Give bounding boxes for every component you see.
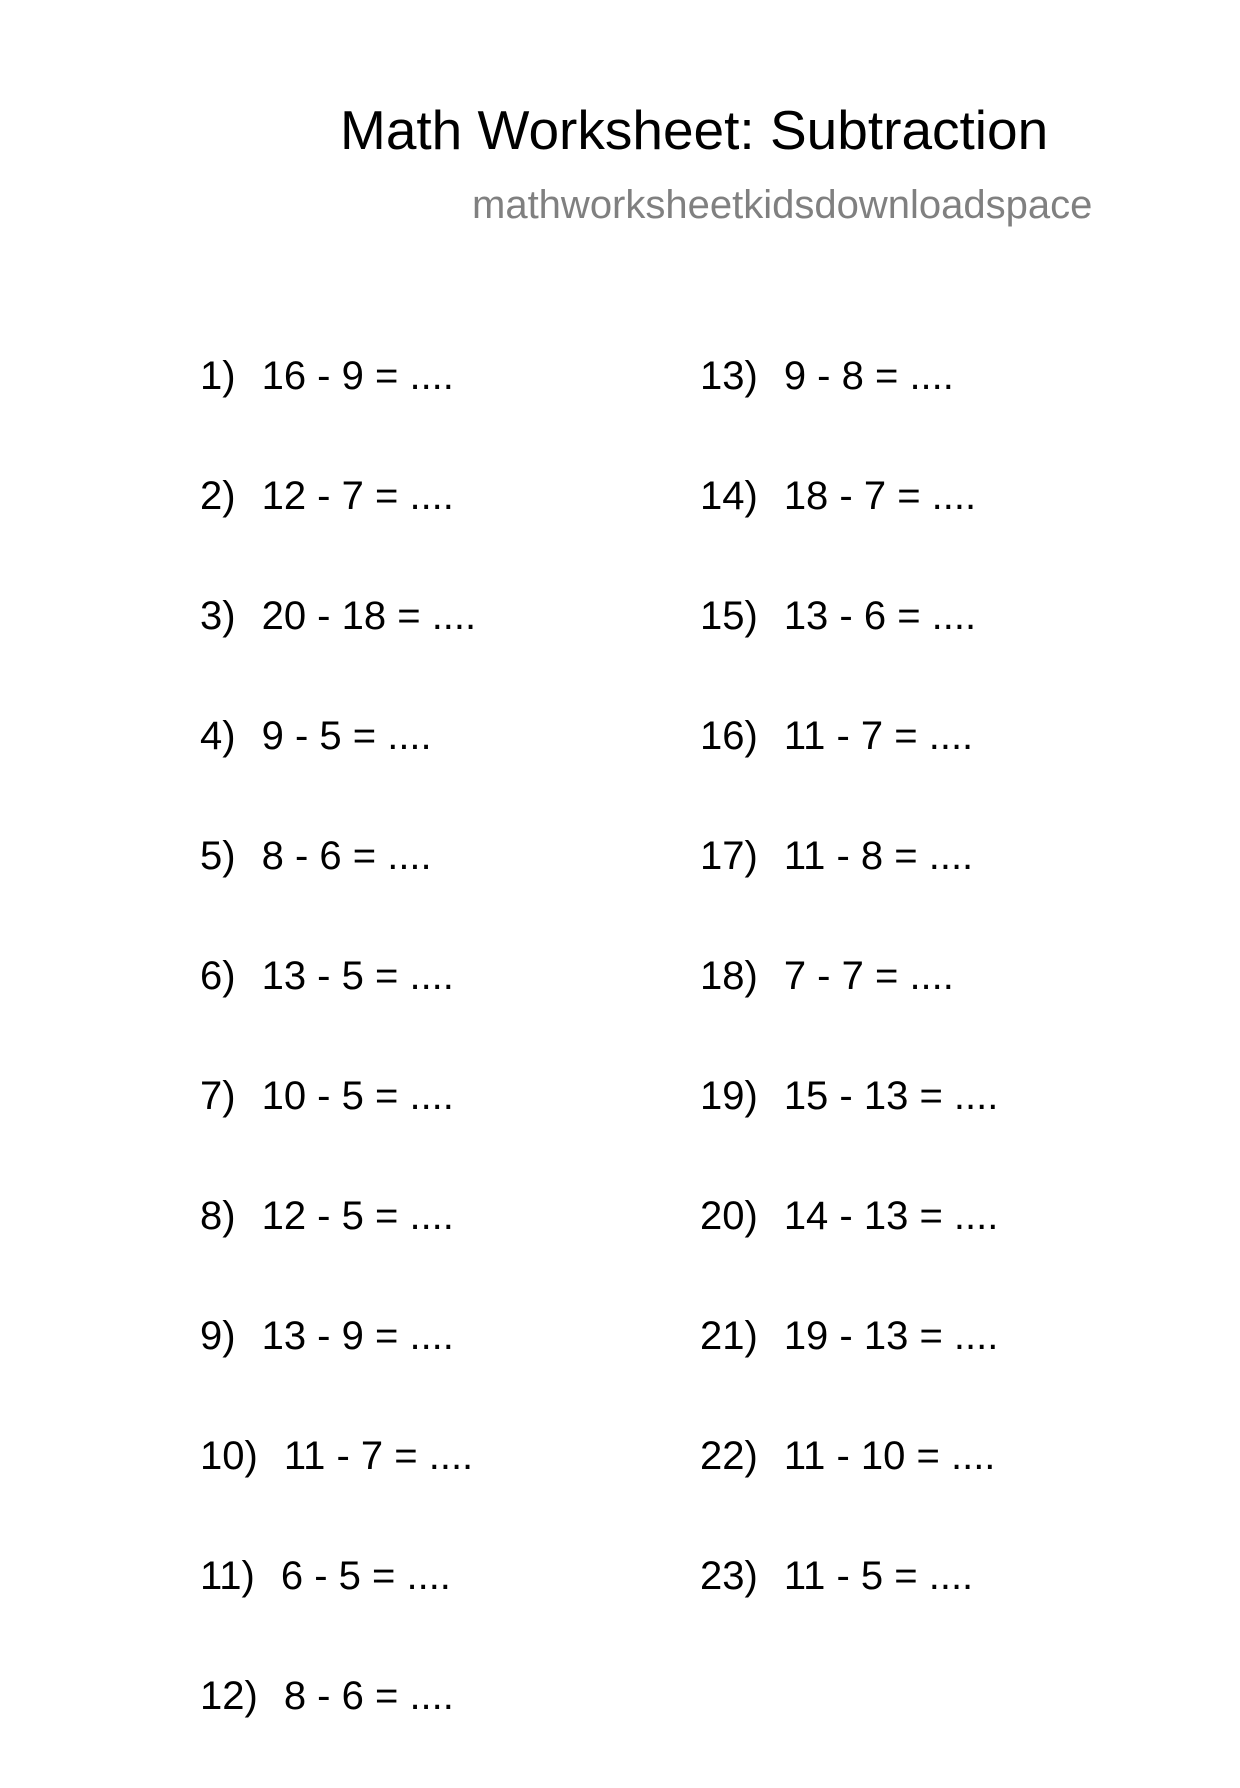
problem-item — [200, 828, 476, 948]
problem-number: 18) — [700, 954, 758, 998]
problem-item — [700, 1428, 998, 1548]
problem-number: 10) — [200, 1434, 258, 1478]
problem-number: 8) — [200, 1194, 236, 1238]
problem-number: 3) — [200, 594, 236, 638]
problem-number: 2) — [200, 474, 236, 518]
problem-item — [200, 1308, 476, 1428]
problem-number: 17) — [700, 834, 758, 878]
problem-expression: 11 - 7 = .... — [283, 1434, 474, 1478]
problem-expression: 20 - 18 = .... — [261, 594, 477, 638]
problem-expression: 13 - 6 = .... — [783, 594, 977, 638]
problem-item — [200, 588, 476, 708]
problem-expression: 6 - 5 = .... — [280, 1554, 451, 1598]
problem-expression: 18 - 7 = .... — [783, 474, 977, 518]
problem-expression: 11 - 10 = .... — [783, 1434, 996, 1478]
problem-item — [200, 1068, 476, 1188]
problem-item — [200, 1428, 476, 1548]
problem-expression: 9 - 5 = .... — [261, 714, 432, 758]
problem-expression: 8 - 6 = .... — [283, 1674, 454, 1718]
source-watermark: mathworksheetkidsdownloadspace — [472, 183, 1093, 227]
problem-expression: 11 - 8 = .... — [783, 834, 974, 878]
problem-number: 7) — [200, 1074, 236, 1118]
problem-number: 1) — [200, 354, 236, 398]
page-title: Math Worksheet: Subtraction — [340, 99, 1049, 161]
problem-number: 13) — [700, 354, 758, 398]
problem-list-right — [700, 348, 998, 1668]
problem-expression: 19 - 13 = .... — [783, 1314, 999, 1358]
problem-expression: 7 - 7 = .... — [783, 954, 954, 998]
problem-item — [700, 948, 998, 1068]
problem-item — [200, 708, 476, 828]
problem-item — [700, 468, 998, 588]
problem-expression: 11 - 5 = .... — [783, 1554, 974, 1598]
problem-expression: 10 - 5 = .... — [261, 1074, 454, 1118]
problem-number: 11) — [200, 1554, 255, 1598]
problem-expression: 13 - 9 = .... — [261, 1314, 454, 1358]
problem-expression: 9 - 8 = .... — [783, 354, 954, 398]
problem-item — [200, 468, 476, 588]
problem-number: 20) — [700, 1194, 758, 1238]
problem-item — [700, 708, 998, 828]
problem-item — [700, 348, 998, 468]
problem-number: 9) — [200, 1314, 236, 1358]
problem-expression: 12 - 7 = .... — [261, 474, 454, 518]
problem-item — [200, 1188, 476, 1308]
problem-item — [700, 588, 998, 708]
problem-number: 15) — [700, 594, 758, 638]
problem-number: 16) — [700, 714, 758, 758]
problem-number: 14) — [700, 474, 758, 518]
problem-expression: 12 - 5 = .... — [261, 1194, 454, 1238]
problem-expression: 8 - 6 = .... — [261, 834, 432, 878]
problem-item — [200, 1548, 476, 1668]
problem-expression: 13 - 5 = .... — [261, 954, 454, 998]
problem-item — [200, 1668, 476, 1788]
problem-expression: 11 - 7 = .... — [783, 714, 974, 758]
problem-expression: 16 - 9 = .... — [261, 354, 454, 398]
problem-item — [200, 348, 476, 468]
problem-item — [700, 828, 998, 948]
problem-expression: 15 - 13 = .... — [783, 1074, 999, 1118]
problem-number: 6) — [200, 954, 236, 998]
problem-item — [700, 1308, 998, 1428]
problem-number: 19) — [700, 1074, 758, 1118]
problem-list-left — [200, 348, 476, 1788]
problem-number: 23) — [700, 1554, 758, 1598]
problem-item — [700, 1068, 998, 1188]
problem-number: 4) — [200, 714, 236, 758]
problem-item — [200, 948, 476, 1068]
problem-expression: 14 - 13 = .... — [783, 1194, 999, 1238]
problem-number: 12) — [200, 1674, 258, 1718]
problem-item — [700, 1188, 998, 1308]
problem-number: 5) — [200, 834, 236, 878]
problem-item — [700, 1548, 998, 1668]
problem-number: 22) — [700, 1434, 758, 1478]
problem-number: 21) — [700, 1314, 758, 1358]
